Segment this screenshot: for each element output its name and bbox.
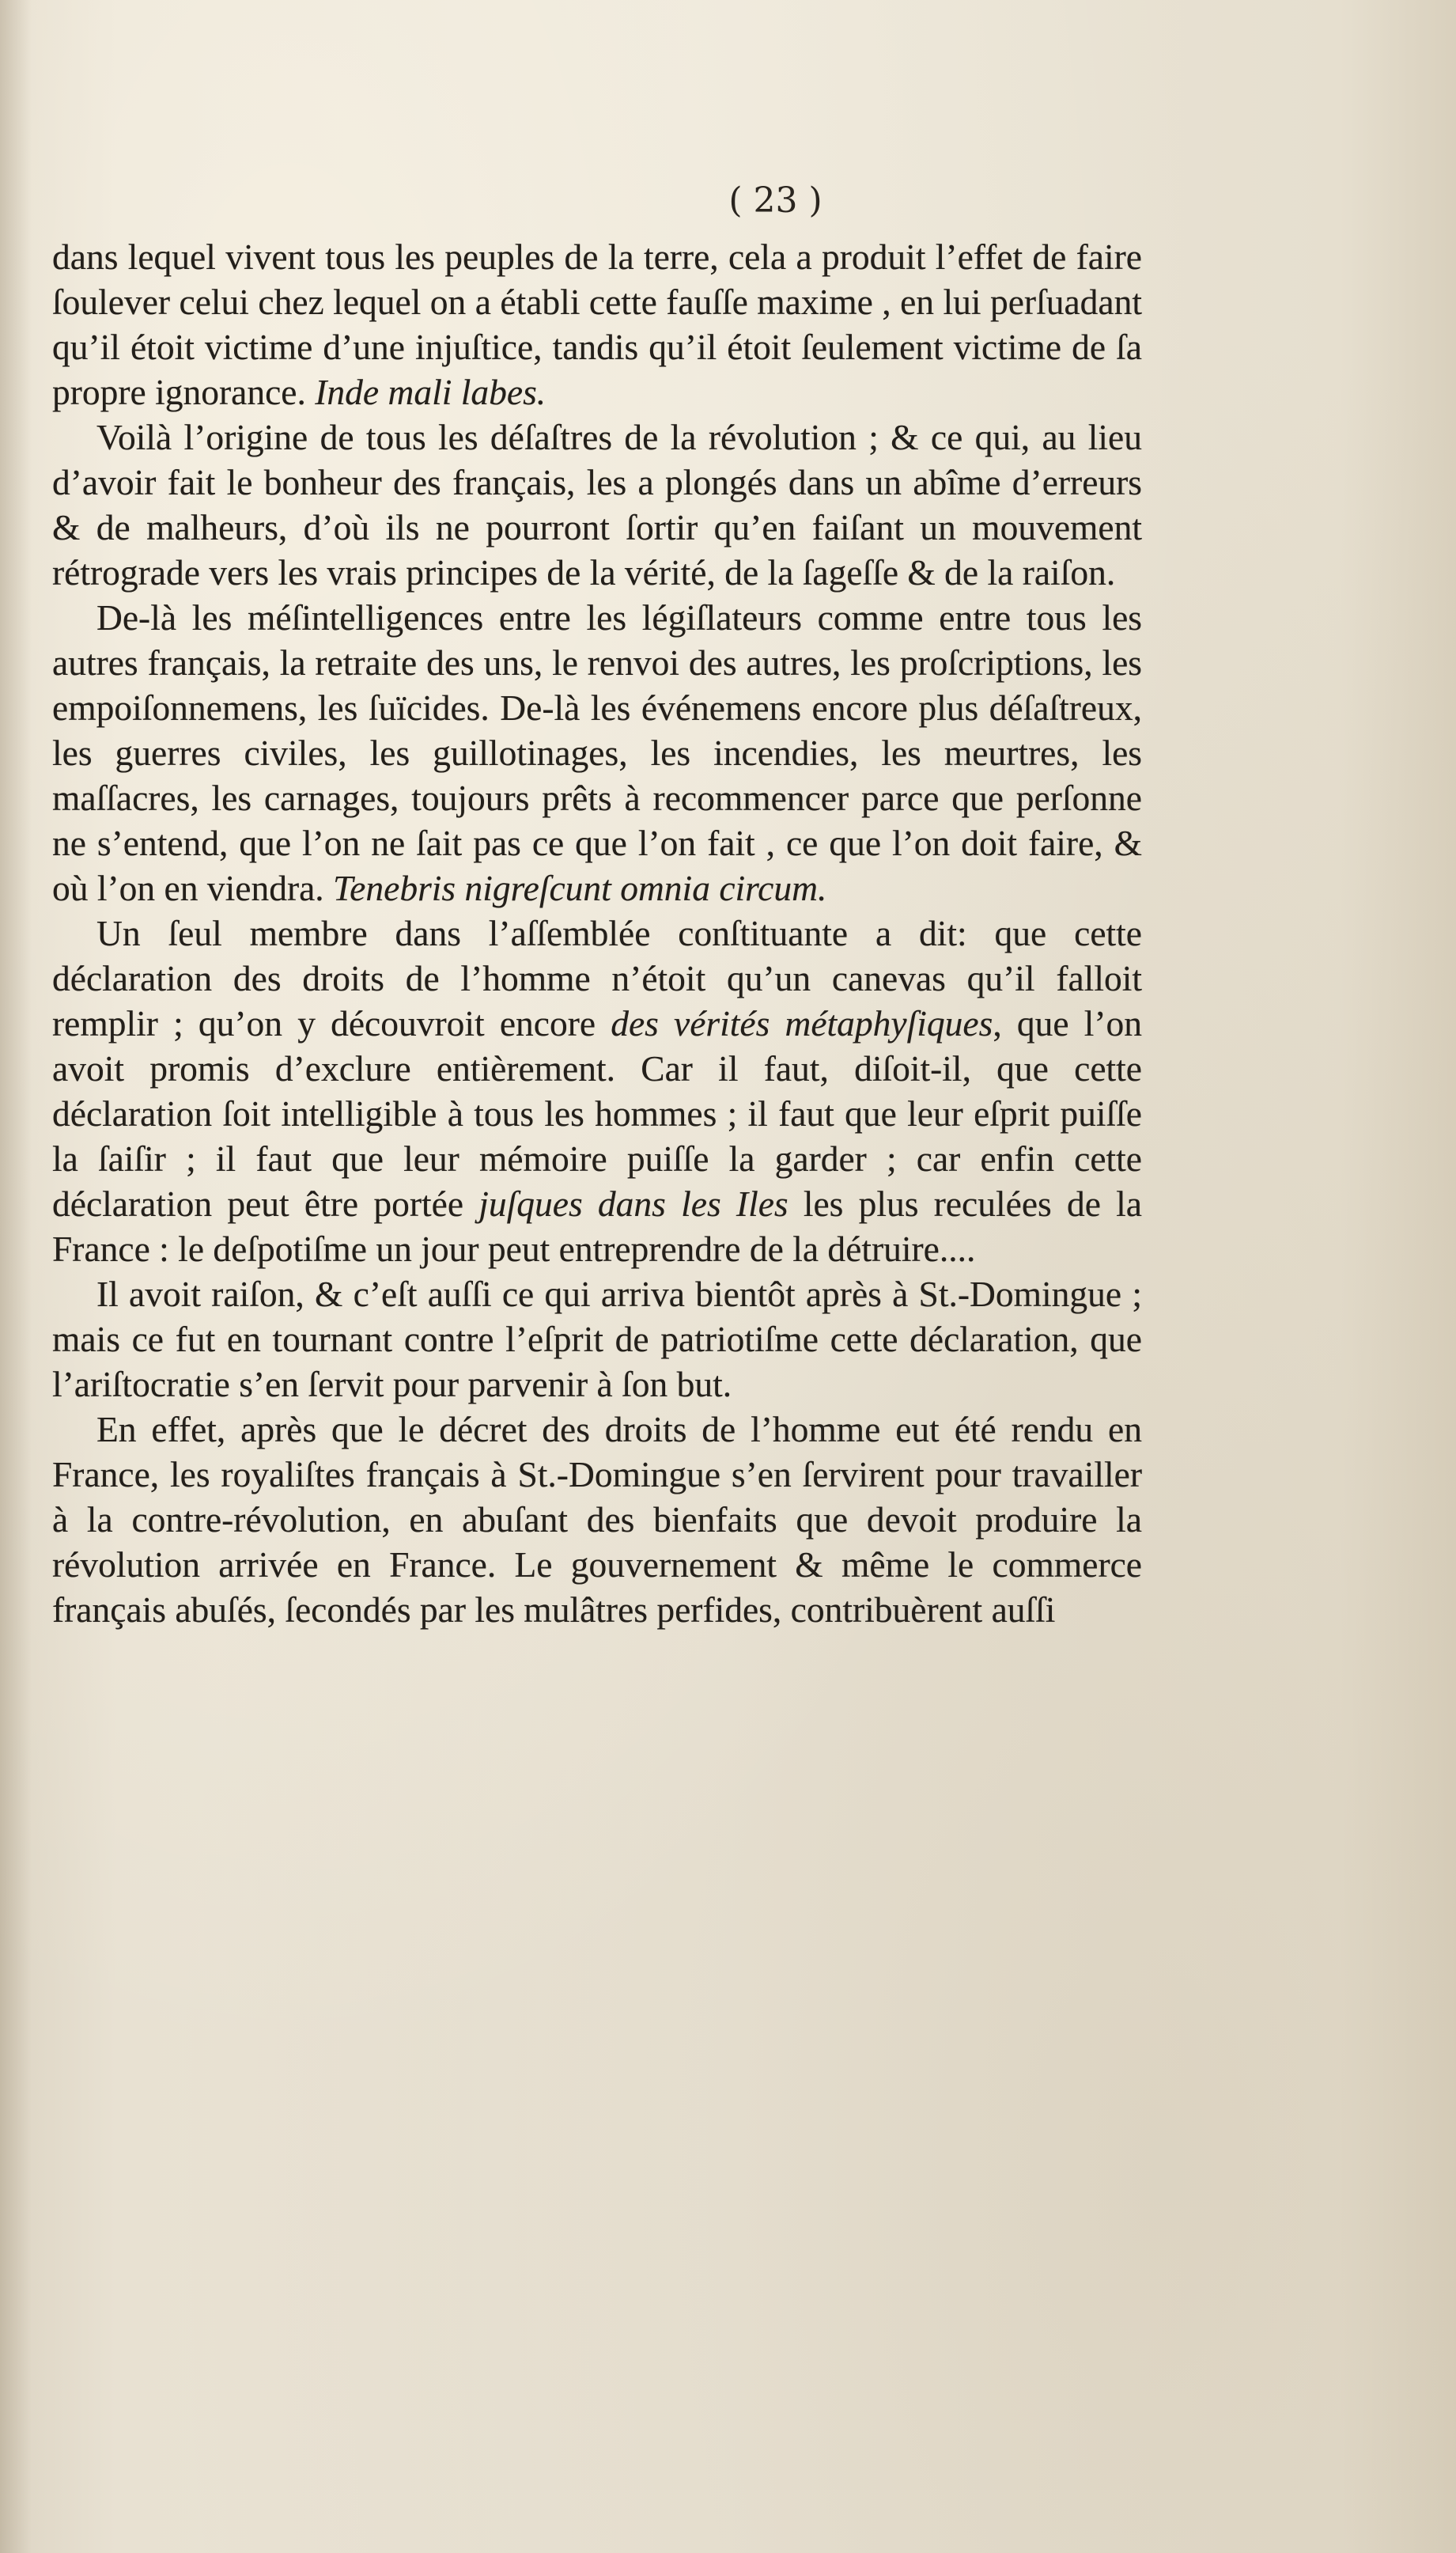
text-segment: De-là les méſintelligences entre les légiſlateurs comme entre tous les autres français, la retraite des uns, le renvoi des autres, les proſcriptions, les empoiſonnemens, les ſuïcides. De-là les événemens encore plus déſaſtreux, les guerres civiles, les guillotinages, les incendies, les meurtres, les maſſacres, les carnages, toujours prêts à recommencer parce que perſonne ne s’entend, que l’on ne ſait pas ce que l’on fait , ce que l’on doit faire, & où l’on en viendra. xyxy=(52,597,1142,908)
text-segment: dans lequel vivent tous les peuples de la terre, cela a produit l’effet de faire ſoulever celui chez lequel on a établi cette fauſſe maxime , en lui perſuadant qu’il étoit victime d’une injuſtice, tandis qu’il étoit ſeulement victime de ſa propre ignorance. xyxy=(52,237,1142,412)
italic-segment: des vérités métaphyſiques xyxy=(611,1003,993,1044)
italic-segment: Inde mali labes. xyxy=(315,372,546,412)
italic-segment: juſques dans les Iles xyxy=(478,1184,789,1224)
paragraph-2 xyxy=(52,415,1142,595)
text-segment: Voilà l’origine de tous les déſaſtres de la révolution ; & ce qui, au lieu d’avoir fait le bonheur des français, les a plongés dans un abîme d’erreurs & de malheurs, d’où ils ne pourront ſortir qu’en faiſant un mouvement rétrograde vers les vrais principes de la vérité, de la ſageſſe & de la raiſon. xyxy=(52,417,1142,593)
text-segment: , que l’on avoit promis d’exclure entièrement. Car il faut, diſoit-il, que cette déclaration ſoit intelligible à tous les hommes ; il faut que leur eſprit puiſſe la ſaiſir ; il faut que leur mémoire puiſſe la garder ; car enfin cette déclaration peut être portée xyxy=(52,1003,1142,1224)
page-fold-shadow xyxy=(0,0,32,2553)
text-segment: En effet, après que le décret des droits de l’homme eut été rendu en France, les royaliſtes français à St.-Domingue s’en ſervirent pour travailler à la contre-révolution, en abuſant des bienfaits que devoit produire la révolution arrivée en France. Le gouvernement & même le commerce français abuſés, ſecondés par les mulâtres perfides, contribuèrent auſſi xyxy=(52,1409,1142,1630)
paragraph-4 xyxy=(52,911,1142,1271)
paragraph-3 xyxy=(52,595,1142,911)
body-text xyxy=(52,234,1142,1632)
paragraph-5 xyxy=(52,1271,1142,1407)
text-segment: les plus reculées de la France : le deſpotiſme un jour peut entreprendre de la détruire.... xyxy=(52,1184,1142,1269)
italic-segment: Tenebris nigreſcunt omnia circum. xyxy=(333,868,827,908)
text-segment: Il avoit raiſon, & c’eſt auſſi ce qui arriva bientôt après à St.-Domingue ; mais ce fut en tournant contre l’eſprit de patriotiſme cette déclaration, que l’ariſtocratie s’en ſervit pour parvenir à ſon but. xyxy=(52,1274,1142,1404)
paragraph-1 xyxy=(52,234,1142,415)
text-segment: Un ſeul membre dans l’aſſemblée conſtituante a dit: que cette déclaration des droits de l’homme n’étoit qu’un canevas qu’il falloit remplir ; qu’on y découvroit encore xyxy=(52,913,1142,1044)
page-number: ( 23 ) xyxy=(728,180,823,221)
paragraph-6 xyxy=(52,1407,1142,1632)
